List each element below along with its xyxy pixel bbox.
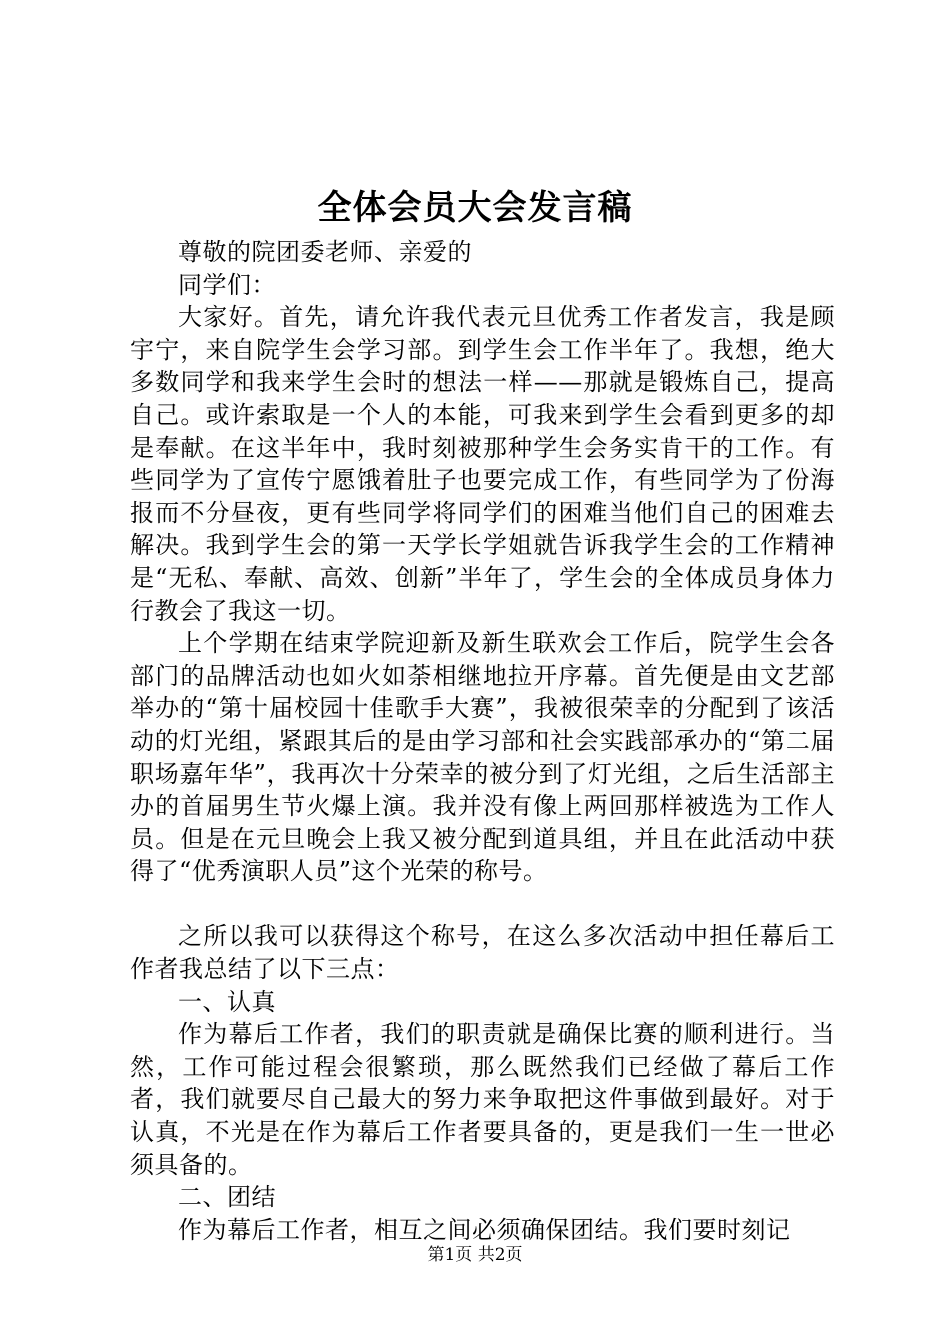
paragraph-intro: 大家好。首先，请允许我代表元旦优秀工作者发言，我是顾宇宁，来自院学生会学习部。到学生会工作半年了。我想，绝大多数同学和我来学生会时的想法一样——那就是锻炼自己，提高自己。或许索取是一个人的本能，可我来到学生会看到更多的却是奉献。在这半年中，我时刻被那种学生会务实肯干的工作。有些同学为了宣传宁愿饿着肚子也要完成工作，有些同学为了份海报而不分昼夜，更有些同学将同学们的困难当他们自己的困难去解决。我到学生会的第一天学长学姐就告诉我学生会的工作精神是“无私、奉献、高效、创新”半年了，学生会的全体成员身体力行教会了我这一切。 bbox=[130, 303, 835, 625]
salutation-line-2: 同学们： bbox=[178, 270, 276, 299]
salutation-line-1: 尊敬的院团委老师、亲爱的 bbox=[178, 238, 472, 266]
heading-point-1: 一、认真 bbox=[178, 987, 276, 1016]
paragraph-summary: 之所以我可以获得这个称号，在这么多次活动中担任幕后工作者我总结了以下三点： bbox=[130, 922, 835, 984]
page-number-footer: 第1页 共2页 bbox=[427, 1245, 523, 1265]
document-body bbox=[130, 236, 835, 1246]
blank-line bbox=[130, 888, 835, 921]
document-title: 全体会员大会发言稿 bbox=[317, 188, 633, 228]
heading-point-2: 二、团结 bbox=[178, 1183, 276, 1212]
paragraph-activities: 上个学期在结束学院迎新及新生联欢会工作后，院学生会各部门的品牌活动也如火如荼相继地拉开序幕。首先便是由文艺部举办的“第十届校园十佳歌手大赛”，我被很荣幸的分配到了该活动的灯光组，紧跟其后的是由学习部和社会实践部承办的“第二届职场嘉年华”，我再次十分荣幸的被分到了灯光组，之后生活部主办的首届男生节火爆上演。我并没有像上两回那样被选为工作人员。但是在元旦晚会上我又被分配到道具组，并且在此活动中获得了“优秀演职人员”这个光荣的称号。 bbox=[130, 629, 835, 886]
paragraph-point-1: 作为幕后工作者，我们的职责就是确保比赛的顺利进行。当然，工作可能过程会很繁琐，那么既然我们已经做了幕后工作者，我们就要尽自己最大的努力来争取把这件事做到最好。对于认真，不光是在作为幕后工作者要具备的，更是我们一生一世必须具备的。 bbox=[130, 1020, 835, 1179]
paragraph-point-2: 作为幕后工作者，相互之间必须确保团结。我们要时刻记 bbox=[178, 1215, 791, 1244]
